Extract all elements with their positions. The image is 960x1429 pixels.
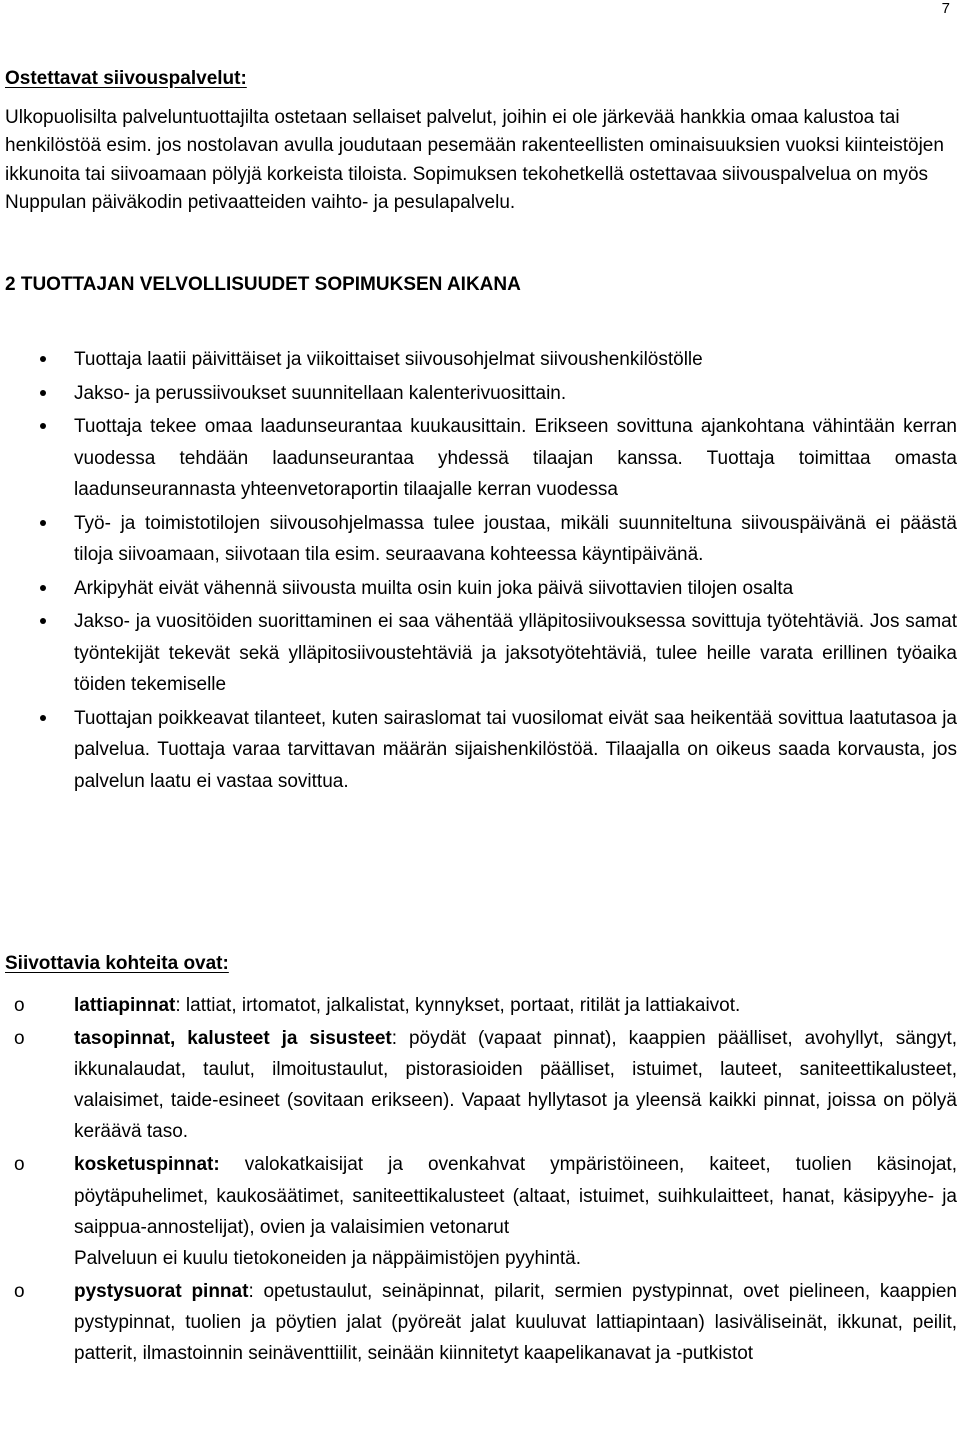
list-item	[0, 378, 960, 410]
list-item	[0, 990, 960, 1021]
list-item	[0, 573, 960, 605]
list-item	[0, 1149, 960, 1273]
list-item	[0, 344, 960, 376]
list-item	[0, 508, 960, 571]
list-item-text: Tuottaja laatii päivittäiset ja viikoittaiset siivousohjelmat siivoushenkilöstölle	[74, 349, 703, 370]
target-colon: :	[175, 995, 181, 1016]
bullet-icon	[40, 618, 46, 624]
list-item-text: Tuottajan poikkeavat tilanteet, kuten sairaslomat tai vuosilomat eivät saa heikentää sovittua laatutasoa ja palvelua. Tuottaja varaa tarvittavan määrän sijaishenkilöstöä. Tilaajalla on oikeus saada korvausta, jos palvelun laatu ei vastaa sovittua.	[74, 707, 957, 792]
bullet-icon	[40, 356, 46, 362]
list-item	[0, 411, 960, 506]
purchased-services-paragraph: Ulkopuolisilta palveluntuottajilta ostetaan sellaiset palvelut, joihin ei ole järkevää hankkia omaa kalustoa tai henkilöstöä esim. jos nostolavan avulla joudutaan pesemään rakenteellisten ominaisuuksien vuoksi kiinteistöjen ikkunoita tai siivoamaan pölyjä korkeista tiloista. Sopimuksen tekohetkellä ostettavaa siivouspalvelua on myös Nuppulan päiväkodin petivaatteiden vaihto- ja pesulapalvelu.	[5, 107, 944, 213]
list-item-text: Arkipyhät eivät vähennä siivousta muilta osin kuin joka päivä siivottavien tilojen osalta	[74, 577, 794, 599]
section-title-purchased-services: Ostettavat siivouspalvelut:	[5, 68, 247, 89]
target-term: tasopinnat, kalusteet ja sisusteet	[74, 1028, 392, 1050]
circle-bullet-icon: o	[14, 1280, 25, 1302]
target-colon: :	[248, 1280, 254, 1302]
target-description: opetustaulut, seinäpinnat, pilarit, sermien pystypinnat, ovet pielineen, kaappien pystypinnat, tuolien ja pöytien jalat (pyöreät jalat kuuluvat lattiapintaan) lasiväliseinät, ikkunat, peilit, patterit, ilmastoinnin seinäventtiilit, seinään kiinnitetyt kaapelikanavat ja -putkistot	[74, 1280, 957, 1365]
bullet-icon	[40, 520, 46, 526]
target-description: valokatkaisijat ja ovenkahvat ympäristöineen, kaiteet, tuolien käsinojat, pöytäpuhelimet, kaukosäätimet, saniteettikalusteet (altaat, istuimet, suihkulaitteet, hanat, käsipyyhe- ja saippua-annostelijat), ovien ja valaisimien vetonarut	[74, 1154, 957, 1238]
target-note: Palveluun ei kuulu tietokoneiden ja näppäimistöjen pyyhintä.	[74, 1247, 582, 1269]
target-colon: :	[391, 1028, 398, 1050]
list-item-text: Jakso- ja vuositöiden suorittaminen ei saa vähentää ylläpitosiivouksessa sovittuja työtehtäviä. Jos samat työntekijät tekevät sekä ylläpitosiivoustehtäviä ja jaksotyötehtäviä, tulee heille varata erillinen työaika töiden tekemiselle	[74, 611, 957, 695]
obligations-list	[0, 344, 960, 799]
list-item	[0, 1276, 960, 1369]
circle-bullet-icon: o	[14, 1154, 25, 1176]
list-item-text: Jakso- ja perussiivoukset suunnitellaan kalenterivuosittain.	[74, 382, 567, 404]
target-term: lattiapinnat	[74, 995, 176, 1016]
list-item	[0, 1023, 960, 1147]
page-number: 7	[941, 0, 950, 17]
bullet-icon	[40, 715, 46, 721]
list-item	[0, 606, 960, 701]
circle-bullet-icon: o	[14, 995, 25, 1016]
section-title-producer-obligations: 2 TUOTTAJAN VELVOLLISUUDET SOPIMUKSEN AIKANA	[5, 274, 521, 295]
list-item	[0, 703, 960, 798]
list-item-text: Työ- ja toimistotilojen siivousohjelmassa tulee joustaa, mikäli suunniteltuna siivouspäivänä ei päästä tiloja siivoamaan, siivotaan tila esim. seuraavana kohteessa käyntipäivänä.	[74, 512, 957, 565]
bullet-icon	[40, 585, 46, 591]
target-description: lattiat, irtomatot, jalkalistat, kynnykset, portaat, ritilät ja lattiakaivot.	[180, 995, 741, 1016]
bullet-icon	[40, 423, 46, 429]
target-description: pöydät (vapaat pinnat), kaappien päälliset, avohyllyt, sängyt, ikkunalaudat, taulut, ilmoitustaulut, pistorasioiden päälliset, istuimet, lauteet, saniteettikalusteet, valaisimet, taide-esineet (sovitaan erikseen). Vapaat hyllytasot ja yleensä kaikki pinnat, joissa on pölyä keräävä taso.	[74, 1028, 957, 1143]
cleaning-targets-list	[0, 990, 960, 1371]
list-item-text: Tuottaja tekee omaa laadunseurantaa kuukausittain. Erikseen sovittuna ajankohtana vähintään kerran vuodessa tehdään laadunseurantaa yhdessä tilaajan kanssa. Tuottaja toimittaa omasta laadunseurannasta yhteenvetoraportin tilaajalle kerran vuodessa	[74, 416, 957, 500]
bullet-icon	[40, 390, 46, 396]
circle-bullet-icon: o	[14, 1028, 25, 1050]
target-term: pystysuorat pinnat	[74, 1280, 249, 1302]
section-title-cleaning-targets: Siivottavia kohteita ovat:	[5, 953, 229, 974]
target-term: kosketuspinnat:	[74, 1154, 220, 1176]
